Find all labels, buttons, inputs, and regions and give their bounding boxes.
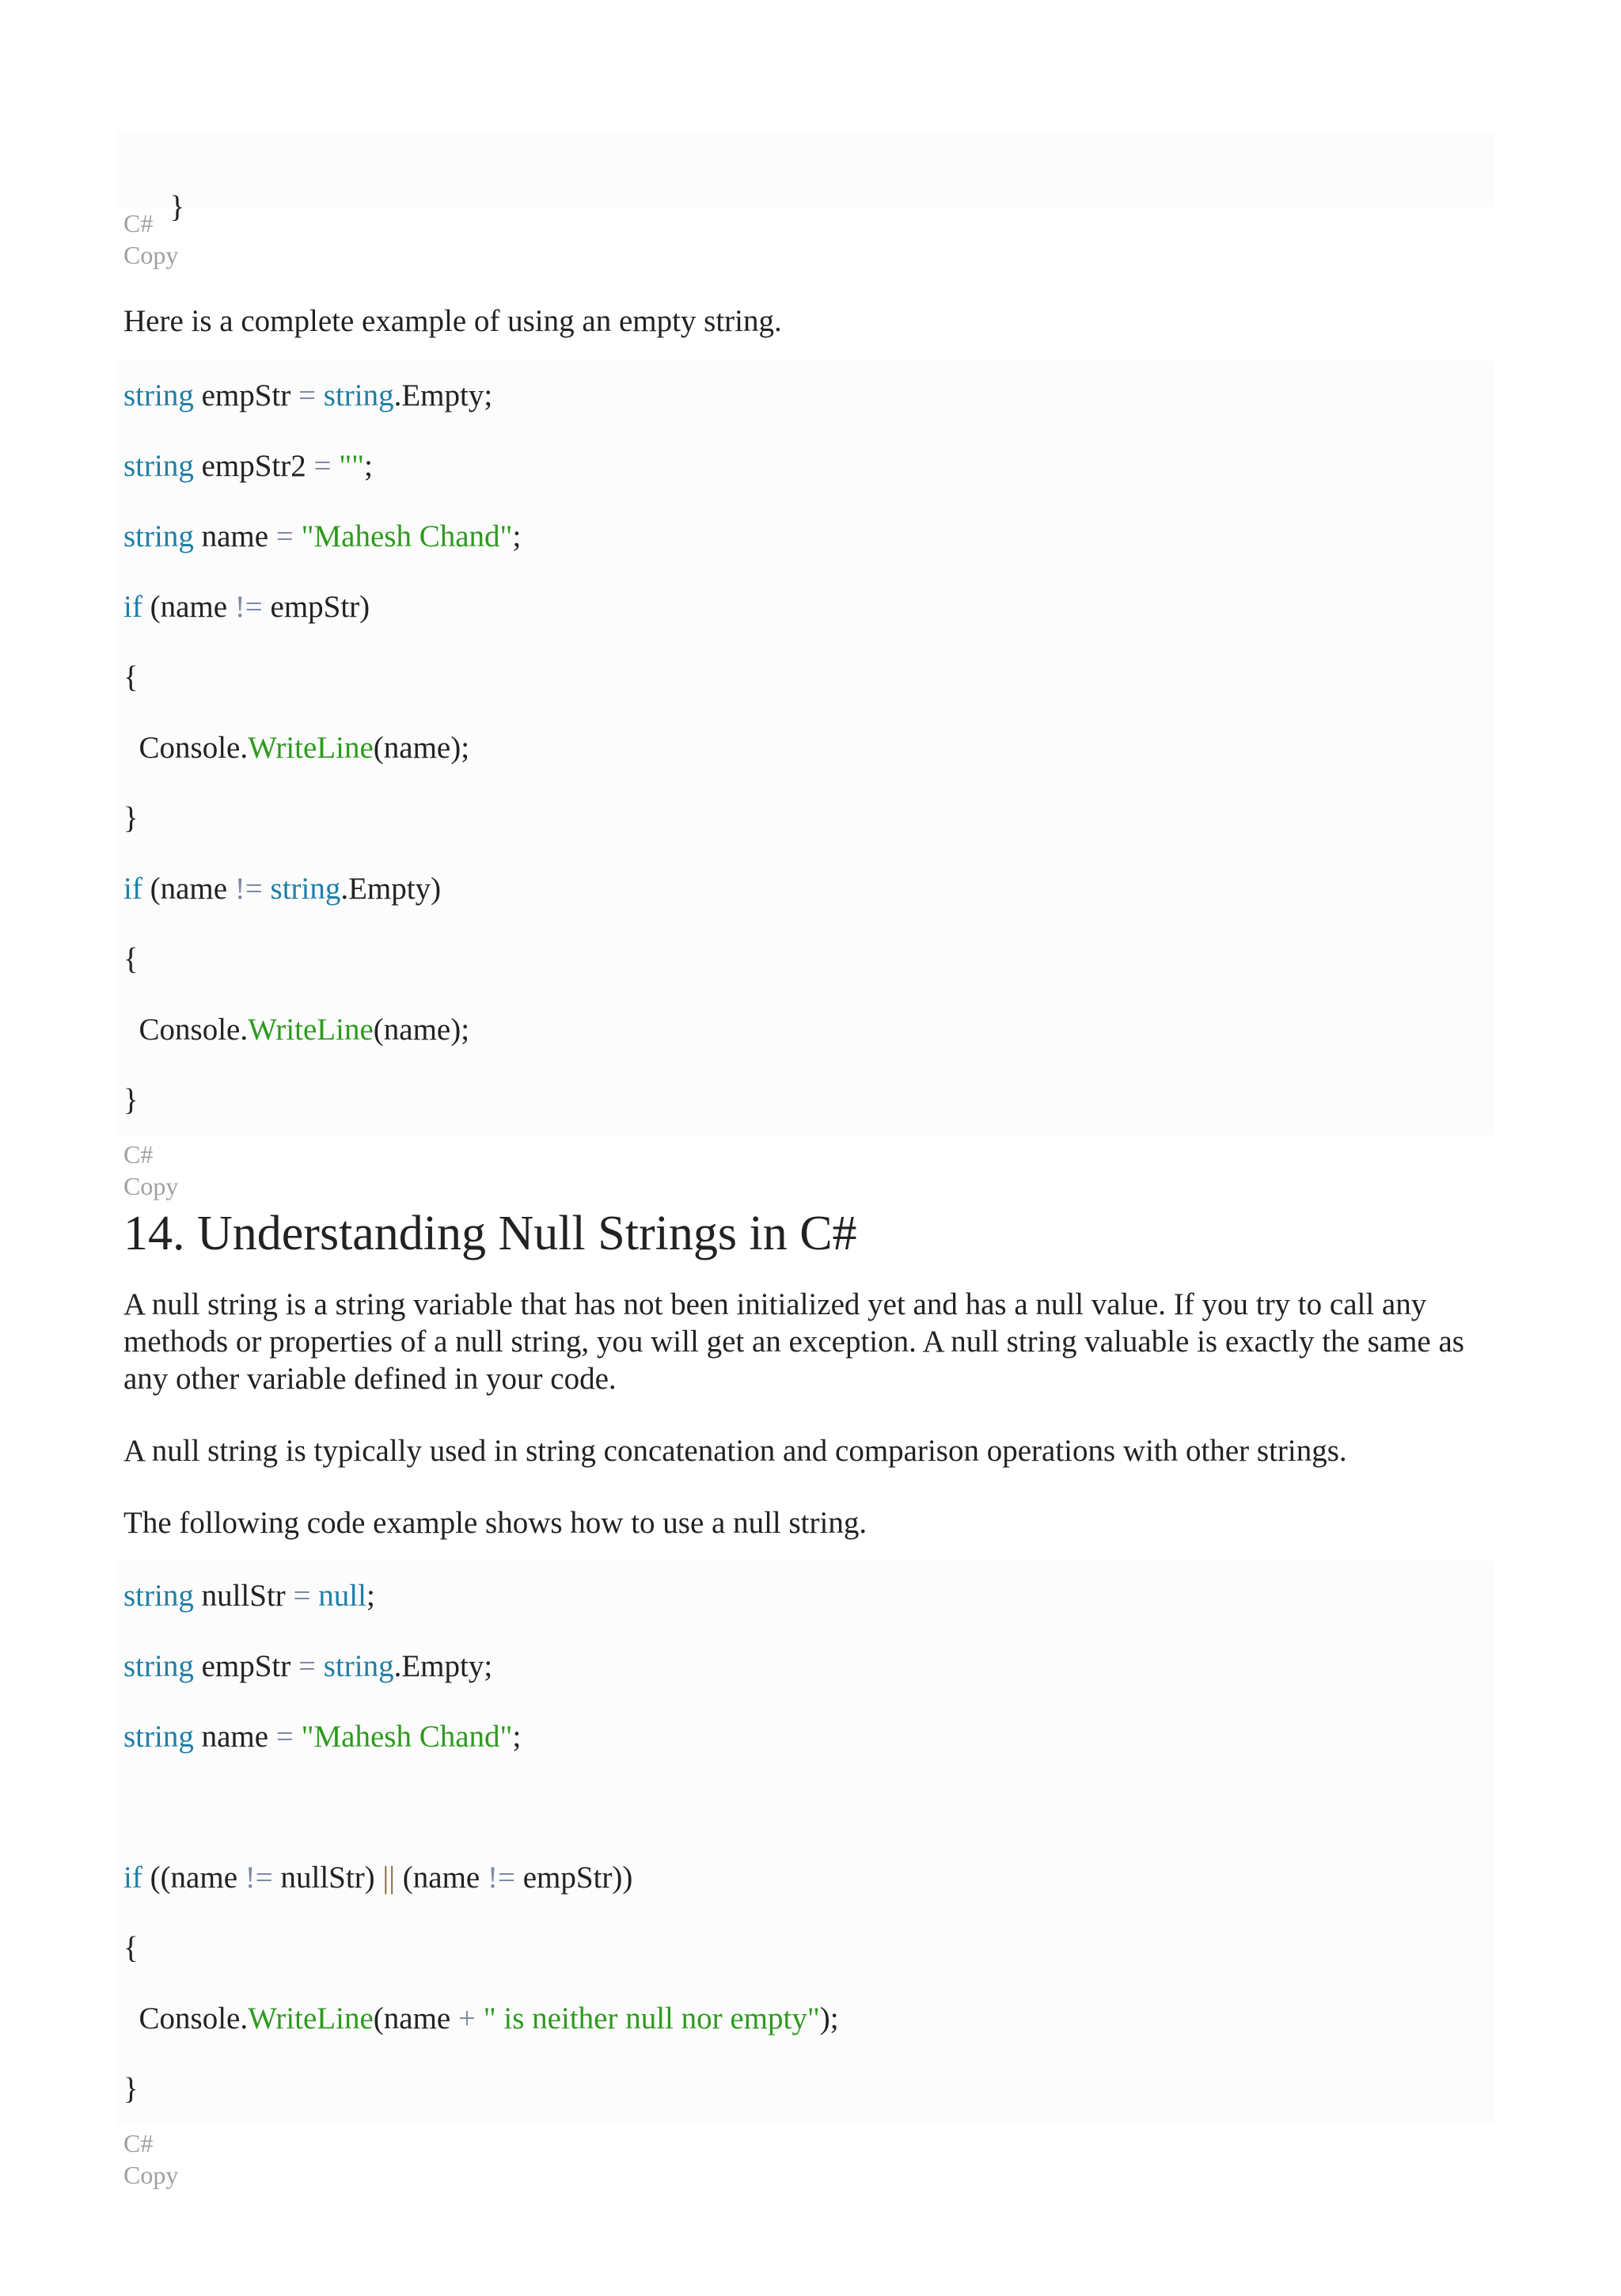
code-line (123, 783, 1494, 853)
code-token: } (123, 2072, 139, 2106)
code-token: Console. (123, 1013, 249, 1047)
code-line (123, 360, 1494, 431)
code-line (123, 1560, 1494, 1631)
code-token: != (488, 1861, 515, 1895)
code-token (263, 872, 271, 906)
copy-button[interactable]: Copy (123, 1172, 179, 1200)
code-token: string (123, 378, 194, 412)
code-token: "Mahesh Chand" (301, 1720, 513, 1754)
code-token: ((name (142, 1861, 245, 1895)
code-token: WriteLine (248, 1013, 374, 1047)
code-token: } (123, 1083, 139, 1117)
section-heading: 14. Understanding Null Strings in C# (123, 1207, 857, 1260)
code-token: string (323, 378, 394, 412)
code-token: if (123, 590, 142, 624)
code-token (311, 1579, 319, 1613)
code-block-3 (117, 1560, 1494, 2124)
code-token: = (293, 1579, 311, 1613)
code-token: ; (364, 449, 373, 483)
code-token (294, 519, 302, 553)
code-token: nullStr (193, 1579, 294, 1613)
code-line (123, 2054, 1494, 2124)
code-token: empStr (193, 1649, 299, 1683)
code-language-label: C# (123, 209, 154, 238)
code-token: (name (373, 2001, 458, 2036)
code-token: { (123, 660, 139, 694)
document-page (123, 0, 1494, 2191)
code-token (294, 1720, 302, 1754)
code-token: "Mahesh Chand" (301, 519, 513, 553)
code-token: = (298, 1649, 317, 1683)
code-token: = (275, 1720, 294, 1754)
code-token: empStr (193, 378, 299, 412)
code-token: string (123, 449, 194, 483)
code-line (123, 1983, 1494, 2054)
code-line (123, 713, 1494, 783)
paragraph-null-usage: A null string is typically used in string concatenation and comparison operations with other strings. (123, 1434, 1347, 1468)
closing-brace: } (169, 190, 185, 224)
code-line (123, 1772, 1494, 1842)
code-token: Console. (123, 2001, 249, 2036)
code-token: (name (142, 590, 235, 624)
code-token: string (270, 872, 341, 906)
code-token: string (123, 1649, 194, 1683)
paragraph-example-intro: The following code example shows how to use a null string. (123, 1506, 867, 1540)
code-token: = (275, 519, 294, 553)
code-token: "" (339, 449, 365, 483)
code-token: name (193, 1720, 276, 1754)
code-token: string (323, 1649, 394, 1683)
code-token: string (123, 1720, 194, 1754)
code-line (123, 131, 1494, 224)
code-block-1 (117, 131, 1494, 224)
code-token: if (123, 872, 142, 906)
code-token: WriteLine (248, 731, 374, 765)
code-line (123, 501, 1494, 572)
code-token (316, 378, 324, 412)
code-token: empStr) (262, 590, 370, 624)
code-token: Console. (123, 731, 249, 765)
code-line (123, 1701, 1494, 1772)
code-line (123, 1842, 1494, 1913)
code-token: WriteLine (248, 2001, 374, 2036)
code-token: ; (512, 519, 522, 553)
code-token: (name); (373, 1013, 470, 1047)
code-line (123, 853, 1494, 924)
code-language-label: C# (123, 2129, 154, 2157)
code-token: != (234, 872, 263, 906)
code-token: (name (395, 1861, 488, 1895)
code-token: string (123, 1579, 194, 1613)
code-token: = (298, 378, 317, 412)
code-line (123, 994, 1494, 1065)
code-token: = (313, 449, 332, 483)
paragraph-null-definition: A null string is a string variable that has not been initialized yet and has a null value. If you try to call any methods or properties of a null string, you will get an exception. A null string valuable is exactly the same as any other variable defined in your code. (123, 1287, 1464, 1396)
code-token: || (382, 1861, 396, 1895)
code-token: if (123, 1861, 142, 1895)
code-token: " is neither null nor empty" (483, 2001, 820, 2036)
code-token: + (457, 2001, 476, 2036)
code-line (123, 572, 1494, 642)
code-token: empStr2 (193, 449, 314, 483)
code-token: ); (819, 2001, 839, 2036)
code-token: null (318, 1579, 366, 1613)
code-token (316, 1649, 324, 1683)
code-token: name (193, 519, 276, 553)
code-line (123, 642, 1494, 713)
code-token: ; (366, 1579, 375, 1613)
code-line (123, 431, 1494, 501)
code-line (123, 924, 1494, 994)
code-token: ; (512, 1720, 522, 1754)
code-token (332, 449, 340, 483)
code-token (476, 2001, 484, 2036)
code-token: { (123, 1931, 139, 1965)
code-token: { (123, 942, 139, 976)
code-language-label: C# (123, 1140, 154, 1169)
code-token: (name (142, 872, 235, 906)
code-token: .Empty; (393, 378, 493, 412)
code-token: != (234, 590, 263, 624)
code-token: != (245, 1861, 273, 1895)
code-token: } (123, 801, 139, 835)
code-token: .Empty) (340, 872, 442, 906)
code-block-2 (117, 360, 1494, 1135)
code-token: (name); (373, 731, 470, 765)
copy-button[interactable]: Copy (123, 2161, 179, 2189)
intro-paragraph: Here is a complete example of using an empty string. (123, 304, 782, 338)
code-token: empStr)) (514, 1861, 633, 1895)
code-token: .Empty; (393, 1649, 493, 1683)
code-line (123, 1631, 1494, 1701)
code-line (123, 1065, 1494, 1135)
code-token: nullStr) (272, 1861, 383, 1895)
copy-button[interactable]: Copy (123, 241, 179, 269)
code-line (123, 1913, 1494, 1983)
code-token: string (123, 519, 194, 553)
